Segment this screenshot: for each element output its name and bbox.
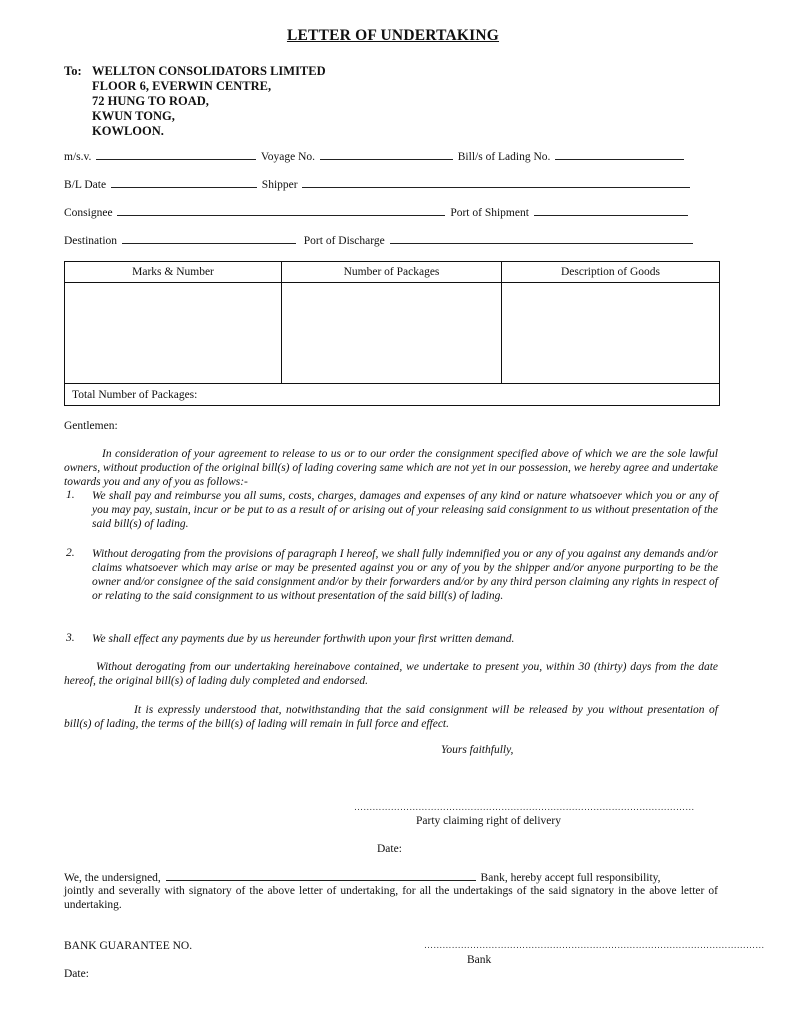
clause-text-3: We shall effect any payments due by us hereunder forthwith upon your first written demand. [92,633,515,645]
party-label: Party claiming right of delivery [416,815,561,827]
date-label: Date: [377,843,402,855]
address-line-2: FLOOR 6, EVERWIN CENTRE, [92,79,272,93]
port-shipment-field[interactable] [534,204,688,216]
shipper-label: Shipper [261,179,298,191]
destination-label: Destination [64,235,118,247]
msv-label: m/s.v. [64,151,92,163]
table-total-row [65,384,720,406]
address-line-4: KWUN TONG, [92,109,175,123]
document-title: LETTER OF UNDERTAKING [286,27,500,44]
port-shipment-label: Port of Shipment [450,207,529,219]
voyage-field[interactable] [320,148,453,160]
to-label: To: [64,64,82,78]
bank-signature-line[interactable]: ………………………………………………………………………………………………… [424,940,765,950]
we-undersigned-label: We, the undersigned, [64,872,161,884]
bill-label: Bill/s of Lading No. [457,151,551,163]
port-discharge-label: Port of Discharge [303,235,385,247]
description-cell[interactable] [502,283,720,384]
voyage-label: Voyage No. [260,151,316,163]
shipper-field[interactable] [302,176,690,188]
signature-line[interactable]: ………………………………………………………………………………………………… [354,802,695,812]
consignee-field[interactable] [117,204,445,216]
clause-number-3: 3. [66,632,75,644]
table-header-row [65,262,720,283]
closing: Yours faithfully, [441,744,514,756]
destination-field[interactable] [122,232,296,244]
understood-paragraph: It is expressly understood that, notwithstanding that the said consignment will be released by you without presentation of bill(s) of lading, the terms of the bill(s) of lading will remain in full force and effect. [64,704,718,730]
clause-number-2: 2. [66,547,75,559]
total-packages-label[interactable]: Total Number of Packages: [65,384,720,406]
clause-number-1: 1. [66,489,75,501]
address-line-5: KOWLOON. [92,124,164,138]
goods-table [64,261,720,406]
address-line-3: 72 HUNG TO ROAD, [92,94,209,108]
field-row-1 [64,148,686,163]
bank-accept-label: Bank, hereby accept full responsibility, [480,872,661,884]
field-row-3 [64,204,690,219]
intro-paragraph: In consideration of your agreement to release to us or to our order the consignment specified above of which we are the sole lawful owners, without production of the original bill(s) of lading covering same which are not yet in our possession, we hereby agree and undertake towards you and any of you as follows:- [64,448,718,488]
header-packages: Number of Packages [282,262,502,283]
bank-name-field[interactable] [166,870,476,881]
field-row-2 [64,176,692,191]
salutation: Gentlemen: [64,420,118,432]
bank-guarantee-label: BANK GUARANTEE NO. [64,940,193,952]
bill-field[interactable] [555,148,684,160]
bl-date-label: B/L Date [64,179,107,191]
recipient-address [92,64,326,139]
port-discharge-field[interactable] [390,232,693,244]
packages-cell[interactable] [282,283,502,384]
clause-text-2: Without derogating from the provisions of paragraph I hereof, we shall fully indemnified you or any of you against any demands and/or claims whatsoever which may arise or may be presented against you or any of you by the shipper and/or anyone purporting to be the owner and/or consignee of the said consignment and/or by their forwarders and/or by any third person claiming any rights in respect of or relating to the said consignment to us without presentation of the said bill(s) of lading. [92,548,718,602]
marks-cell[interactable] [65,283,282,384]
msv-field[interactable] [96,148,256,160]
clause-text-1: We shall pay and reimburse you all sums, costs, charges, damages and expenses of any kind or nature whatsoever which you or any of you may pay, sustain, incur or be put to as a result of or arising out of your releasing said consignment to us without presentation of the said bill(s) of lading. [92,490,718,530]
bank-para-rest: jointly and severally with signatory of the above letter of undertaking, for all the undertakings of the said signatory in the above letter of undertaking. [64,885,718,911]
consignee-label: Consignee [64,207,113,219]
bank-para-line-1 [64,870,661,884]
address-line-1: WELLTON CONSOLIDATORS LIMITED [92,64,326,78]
header-marks: Marks & Number [65,262,282,283]
table-row [65,283,720,384]
header-description: Description of Goods [502,262,720,283]
bank-label: Bank [467,954,492,966]
date-label-2: Date: [64,968,89,980]
bl-date-field[interactable] [111,176,257,188]
field-row-4 [64,232,695,247]
present-paragraph: Without derogating from our undertaking hereinabove contained, we undertake to present you, within 30 (thirty) days from the date hereof, the original bill(s) of lading duly completed and endorsed. [64,661,718,687]
